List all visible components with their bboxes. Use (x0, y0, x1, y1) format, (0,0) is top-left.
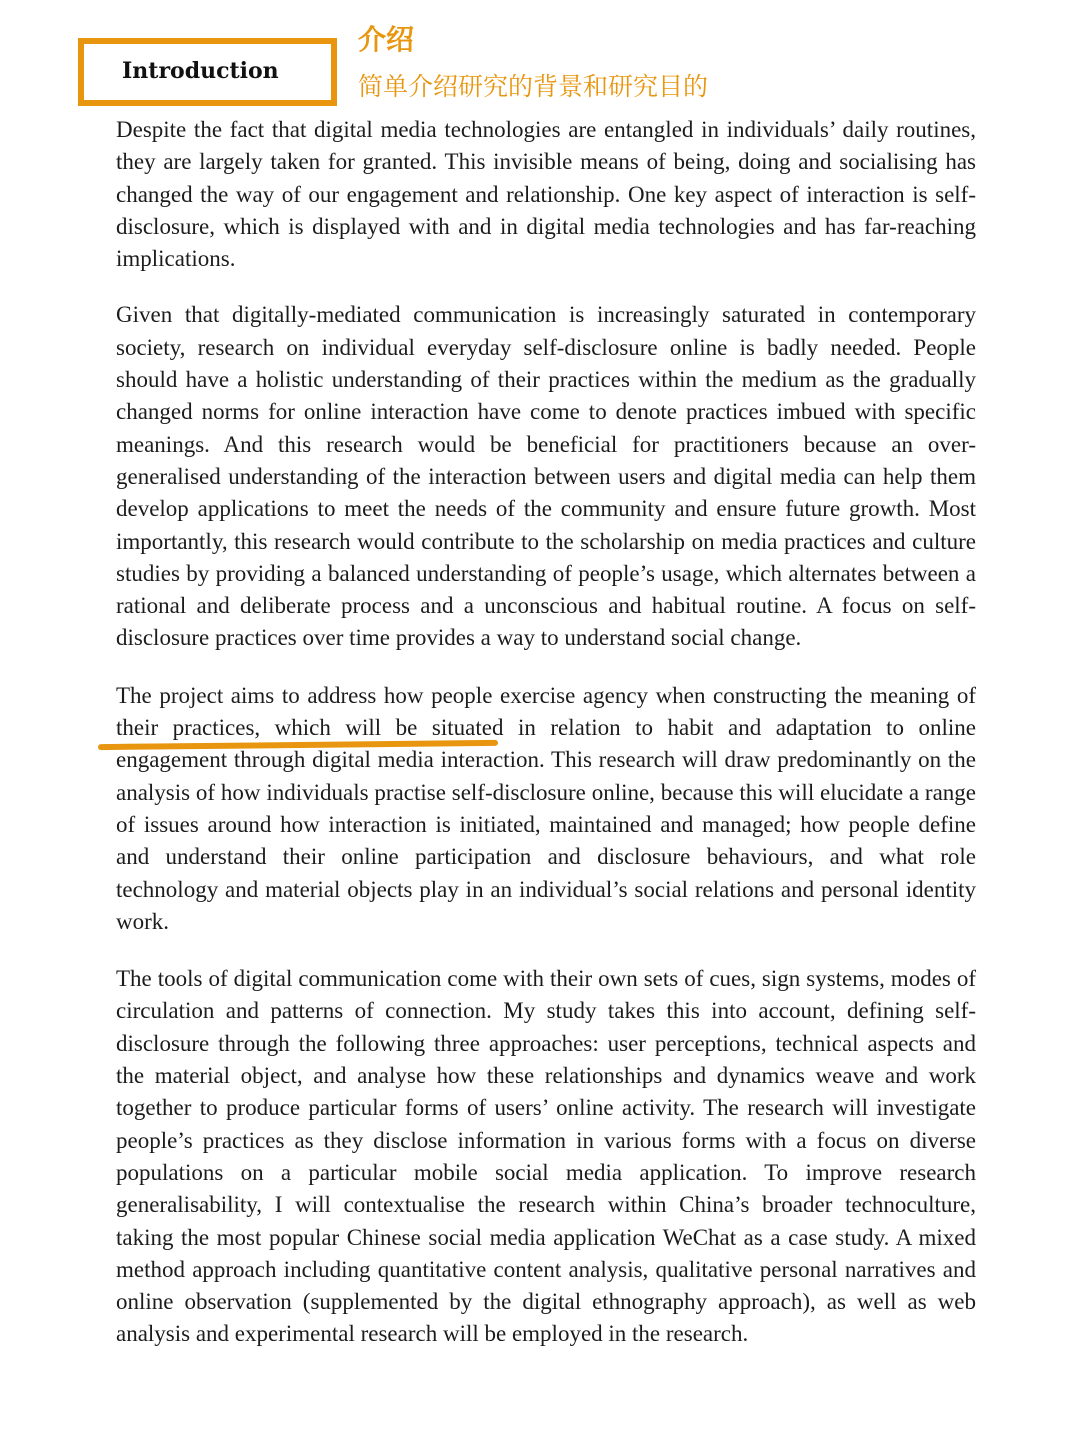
paragraph-4: The tools of digital communication come with their own sets of cues, sign systems, modes of circulation and patterns of connection. My study takes this into account, defining self-disclosure through the following three approaches: user perceptions, technical aspects and the material object, and analyse how these relationships and dynamics weave and work together to produce particular forms of users’ online activity. The research will investigate people’s practices as they disclose information in various forms with a focus on diverse populations on a particular mobile social media application. To improve research generalisability, I will contextualise the research within China’s broader technoculture, taking the most popular Chinese social media application WeChat as a case study. A mixed method approach including quantitative content analysis, qualitative personal narratives and online observation (supplemented by the digital ethnography approach), as well as web analysis and experimental research will be employed in the research. (116, 966, 976, 1347)
paragraph-1: Despite the fact that digital media technologies are entangled in individuals’ daily routines, they are largely taken for granted. This invisible means of being, doing and socialising has changed the way of our engagement and relationship. One key aspect of interaction is self-disclosure, which is displayed with and in digital media technologies and has far-reaching implications. (116, 117, 976, 272)
section-heading: Introduction (122, 58, 279, 84)
paragraph-2: Given that digitally-mediated communication is increasingly saturated in contemporary society, research on individual everyday self-disclosure online is badly needed. People should have a holistic understanding of their practices within the medium as the gradually changed norms for online interaction have come to denote practices imbued with specific meanings. And this research would be beneficial for practitioners because an over-generalised understanding of the interaction between users and digital media can help them develop applications to meet the needs of the community and ensure future growth. Most importantly, this research would contribute to the scholarship on media practices and culture studies by providing a balanced understanding of people’s usage, which alternates between a rational and deliberate process and a unconscious and habitual routine. A focus on self-disclosure practices over time provides a way to understand social change. (116, 302, 976, 651)
heading-box (78, 38, 337, 106)
paragraph-3: The project aims to address how people exercise agency when constructing the meaning of their practices, which will be situated in relation to habit and adaptation to online engagement through digital media interaction. This research will draw predominantly on the analysis of how individuals practise self-disclosure online, because this will elucidate a range of issues around how interaction is initiated, maintained and managed; how people define and understand their online participation and disclosure behaviours, and what role technology and material objects play in an individual’s social relations and personal identity work. (116, 682, 976, 934)
annotation-subtitle: 简单介绍研究的背景和研究目的 (358, 72, 709, 101)
annotation-title: 介绍 (358, 23, 415, 56)
